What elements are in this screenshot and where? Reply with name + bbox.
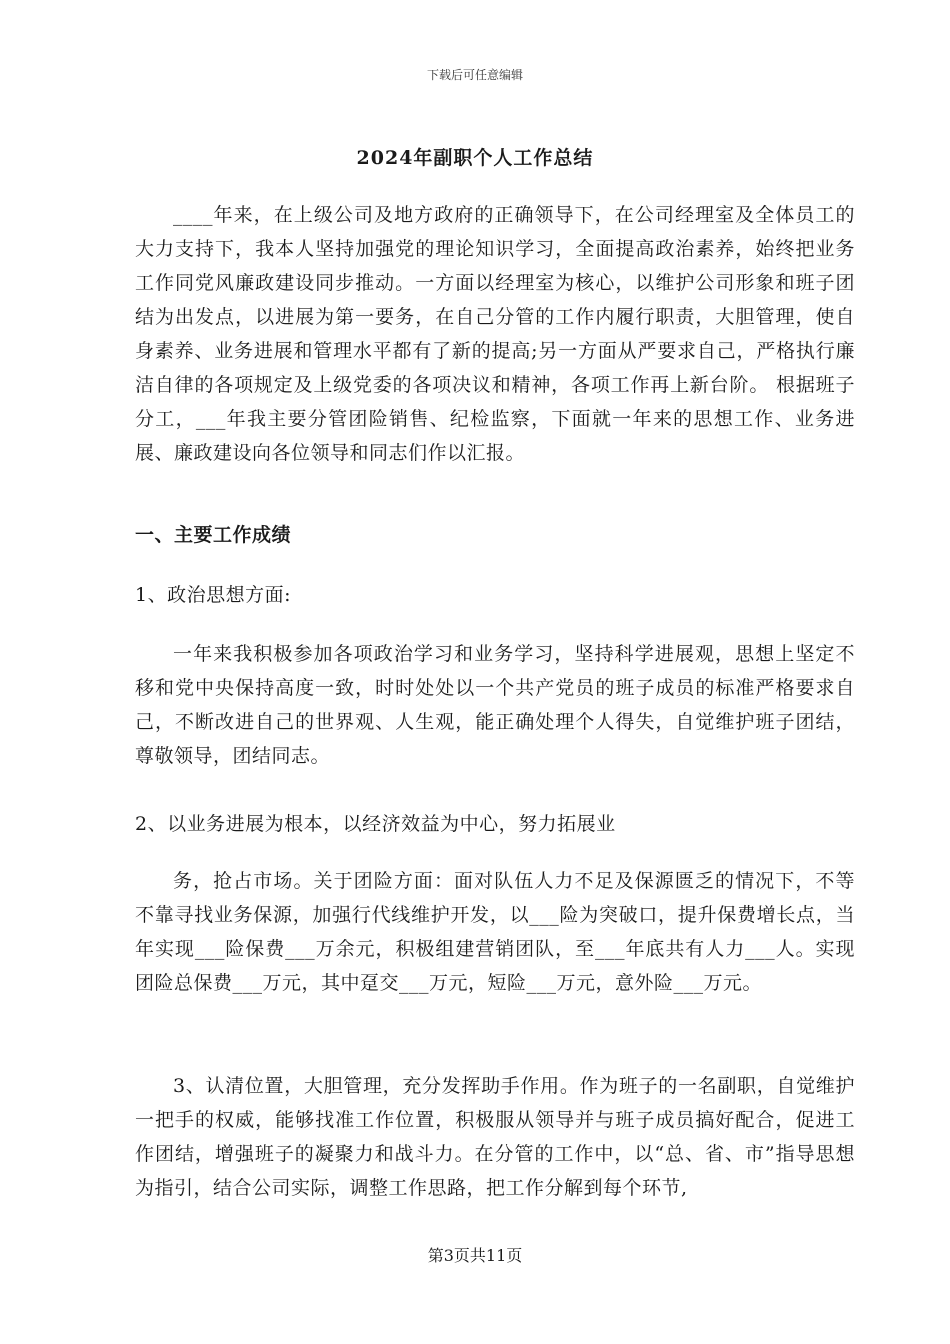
item1-heading: 1、政治思想方面:: [135, 584, 291, 606]
page-number-footer: 第3页共11页: [427, 1246, 523, 1265]
item1-paragraph: 一年来我积极参加各项政治学习和业务学习，坚持科学进展观，思想上坚定不移和党中央保持高度一致，时时处处以一个共产党员的班子成员的标准严格要求自己，不断改进自己的世界观、人生观，能正确处理个人得失，自觉维护班子团结，尊敬领导，团结同志。: [135, 643, 855, 767]
section-heading: 一、主要工作成绩: [135, 524, 292, 546]
item2-heading: 2、以业务进展为根本，以经济效益为中心，努力拓展业: [135, 813, 616, 835]
item2-paragraph: 务，抢占市场。关于团险方面：面对队伍人力不足及保源匮乏的情况下，不等不靠寻找业务保源，加强行代线维护开发，以___险为突破口，提升保费增长点，当年实现___险保费___万余元，积极组建营销团队，至___年底共有人力___人。实现团险总保费___万元，其中趸交___万元，短险___万元，意外险___万元。: [135, 870, 855, 994]
header-note: 下载后可任意编辑: [426, 68, 523, 82]
item3-paragraph: 3、认清位置，大胆管理，充分发挥助手作用。作为班子的一名副职，自觉维护一把手的权威，能够找准工作位置，积极服从领导并与班子成员搞好配合，促进工作团结，增强班子的凝聚力和战斗力。在分管的工作中，以“总、省、市”指导思想为指引，结合公司实际，调整工作思路，把工作分解到每个环节,: [135, 1075, 855, 1199]
intro-paragraph: ____年来，在上级公司及地方政府的正确领导下，在公司经理室及全体员工的大力支持下，我本人坚持加强党的理论知识学习，全面提高政治素养，始终把业务工作同党风廉政建设同步推动。一方面以经理室为核心，以维护公司形象和班子团结为出发点，以进展为第一要务，在自己分管的工作内履行职责，大胆管理，使自身素养、业务进展和管理水平都有了新的提高;另一方面从严要求自己，严格执行廉洁自律的各项规定及上级党委的各项决议和精神，各项工作再上新台阶。 根据班子分工，___年我主要分管团险销售、纪检监察，下面就一年来的思想工作、业务进展、廉政建设向各位领导和同志们作以汇报。: [135, 204, 855, 464]
document-title: 2024年副职个人工作总结: [356, 147, 594, 169]
